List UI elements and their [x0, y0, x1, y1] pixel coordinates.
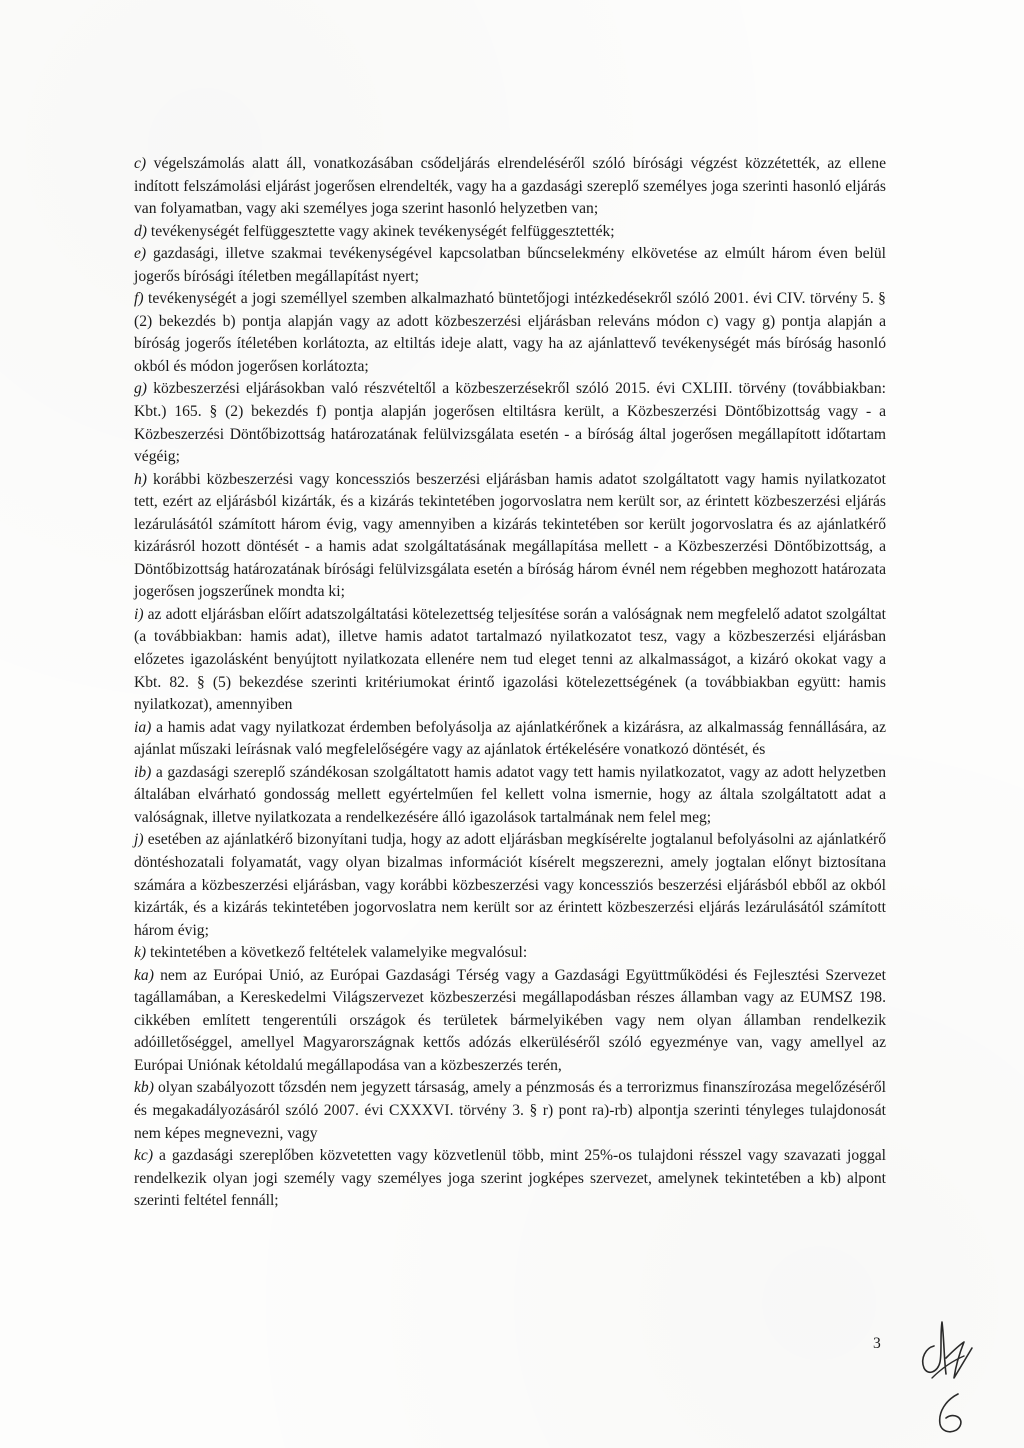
paragraph-f — [134, 288, 886, 378]
paragraph-text: a hamis adat vagy nyilatkozat érdemben befolyásolja az ajánlatkérőnek a kizárásra, az alkalmasság fennállására, az ajánlat műszaki leírásnak való megfelelőségére vagy az ajánlatok értékelésére vonatkozó döntését, és — [134, 718, 886, 759]
paragraph-ia — [134, 717, 886, 762]
paragraph-text: tekintetében a következő feltételek valamelyike megvalósul: — [150, 944, 528, 962]
paragraph-label: kb) — [134, 1079, 154, 1097]
paragraph-h — [134, 469, 886, 604]
paragraph-ib — [134, 762, 886, 830]
paragraph-text: végelszámolás alatt áll, vonatkozásában csődeljárás elrendeléséről szóló bírósági végzést közzétették, az ellene indított felszámolási eljárást jogerősen elrendelték, vagy ha a gazdasági szereplő személyes joga szerinti hasonló eljárás van folyamatban, vagy aki személyes joga szerint hasonló helyzetben van; — [134, 155, 886, 218]
paragraph-label: kc) — [134, 1147, 154, 1165]
paragraph-text: tevékenységét a jogi személlyel szemben alkalmazható büntetőjogi intézkedésekről szóló 2001. évi CIV. törvény 5. § (2) bekezdés b) pontja alapján vagy az adott közbeszerzési eljárásban releváns módon c) vagy g) pontja alapján a bíróság jogerős ítéletében korlátozta, az eltiltás ideje alatt, vagy ha az ajánlattevő tevékenységét más bíróság hasonló okból és módon jogerősen korlátozta; — [134, 290, 886, 375]
paragraph-label: c) — [134, 155, 147, 172]
paragraph-e — [134, 243, 886, 288]
paragraph-k — [134, 942, 886, 965]
handwritten-page-mark — [932, 1390, 972, 1436]
paragraph-text: az adott eljárásban előírt adatszolgáltatási kötelezettség teljesítése során a valóságnak nem megfelelő adatot szolgáltat (a továbbiakban: hamis adat), illetve hamis adatot tartalmazó nyilatkozatot tesz, vagy a közbeszerzési eljárásban előzetes igazolásként benyújtott nyilatkozata ellenére nem tud eleget tenni az alkalmasságot, a kizáró okokat vagy a Kbt. 82. § (5) bekezdése szerinti kritériumokat érintő igazolási kötelezettségének (a továbbiakban együtt: hamis nyilatkozat), amennyiben — [134, 605, 886, 714]
paragraph-text: olyan szabályozott tőzsdén nem jegyzett társaság, amely a pénzmosás és a terrorizmus finanszírozása megelőzéséről és megakadályozásáról szóló 2007. évi CXXXVI. törvény 3. § r) pont ra)-rb) alpontja szerinti tényleges tulajdonosát nem képes megnevezni, vagy — [134, 1079, 886, 1142]
paragraph-text: közbeszerzési eljárásokban való részvételtől a közbeszerzésekről szóló 2015. évi CXLIII. törvény (továbbiakban: Kbt.) 165. § (2) bekezdés f) pontja alapján jogerősen eltiltásra került, a Közbeszerzési Döntőbizottság vagy - a Közbeszerzési Döntőbizottság határozatának felülvizsgálata esetén - a bíróság által jogerősen megállapított időtartam végéig; — [134, 380, 886, 466]
paragraph-label: ia) — [134, 718, 152, 736]
paragraph-text: tevékenységét felfüggesztette vagy akinek tevékenységét felfüggesztették; — [150, 222, 615, 240]
paragraph-text: esetében az ajánlatkérő bizonyítani tudja, hogy az adott eljárásban megkísérelte jogtalanul befolyásolni az ajánlatkérő döntéshozatali folyamatát, vagy olyan bizalmas információt kísérelt megszerezni, amely jogtalan előnyt biztosítana számára a közbeszerzési eljárásban, vagy korábbi közbeszerzési vagy koncessziós beszerzési eljárásból ebből az okból kizárták, és a kizárás tekintetében jogorvoslatra nem került sor az érintett közbeszerzési eljárás lezárulásától számított három évig; — [134, 831, 886, 939]
paragraph-label: ib) — [134, 763, 152, 781]
paragraph-text: a gazdasági szereplőben közvetetten vagy közvetlenül több, mint 25%-os tulajdoni résszel vagy szavazati joggal rendelkezik olyan jogi személy vagy személyes joga szerint jogképes szervezet, amelynek tekintetében a kb) alpont szerinti feltétel fennáll; — [134, 1147, 886, 1210]
paragraph-j — [134, 829, 886, 942]
paragraph-label: d) — [134, 222, 147, 240]
paragraph-label: f) — [134, 290, 144, 308]
handwritten-signature — [906, 1318, 976, 1390]
paragraph-label: ka) — [134, 966, 154, 984]
paragraph-label: h) — [134, 470, 147, 488]
paragraph-text: gazdasági, illetve szakmai tevékenységével kapcsolatban bűncselekmény elkövetése az elmúlt három éven belül jogerős bírósági ítéletben megállapítást nyert; — [134, 245, 886, 285]
paragraph-i — [134, 604, 886, 717]
paragraph-label: g) — [134, 380, 147, 398]
paragraph-d — [134, 221, 886, 244]
paragraph-label: j) — [134, 831, 144, 849]
paragraph-kc — [134, 1145, 886, 1213]
paragraph-text: nem az Európai Unió, az Európai Gazdasági Térség vagy a Gazdasági Együttműködési és Fejlesztési Szervezet tagállamában, a Kereskedelmi Világszervezet közbeszerzési megállapodásban részes államban vagy az EUMSZ 198. cikkében említett tengerentúli országok és területek bármelyikében vagy nem olyan államban rendelkezik adóilletőséggel, amellyel Magyarországnak kettős adózás elkerüléséről szóló egyezménye van, vagy amellyel az Európai Uniónak kétoldalú megállapodása van a közbeszerzés terén, — [134, 966, 886, 1074]
paragraph-text: korábbi közbeszerzési vagy koncessziós beszerzési eljárásban hamis adatot szolgáltatott vagy hamis nyilatkozatot tett, ezért az eljárásból kizárták, és a kizárás tekintetében jogorvoslatra nem került sor, az érintett közbeszerzési eljárás lezárulásától számított három évig, vagy amennyiben a kizárás tekintetében sor került jogorvoslatra és az ajánlatkérő kizárásról hozott döntését - a hamis adat szolgáltatásának megállapítása mellett - a Közbeszerzési Döntőbizottság, a Döntőbizottság határozatának bírósági felülvizsgálata esetén a bíróság három évnél nem régebben meghozott határozata jogerősen jogszerűnek mondta ki; — [134, 470, 886, 601]
paragraph-g — [134, 378, 886, 468]
paragraph-ka — [134, 965, 886, 1078]
paragraph-label: k) — [134, 944, 147, 962]
paragraph-c — [134, 153, 886, 221]
document-body — [134, 153, 886, 1213]
paragraph-label: e) — [134, 245, 147, 263]
paragraph-text: a gazdasági szereplő szándékosan szolgáltatott hamis adatot vagy tett hamis nyilatkozatot, vagy az adott helyzetben általában elvárható gondosság mellett egyértelműen fel kellett volna ismernie, hogy az általa szolgáltatott adat a valóságnak, illetve nyilatkozata a rendelkezésére álló igazolások tartalmának nem felel meg; — [134, 763, 886, 826]
page-number: 3 — [873, 1335, 881, 1352]
paragraph-kb — [134, 1077, 886, 1145]
paragraph-label: i) — [134, 605, 144, 623]
